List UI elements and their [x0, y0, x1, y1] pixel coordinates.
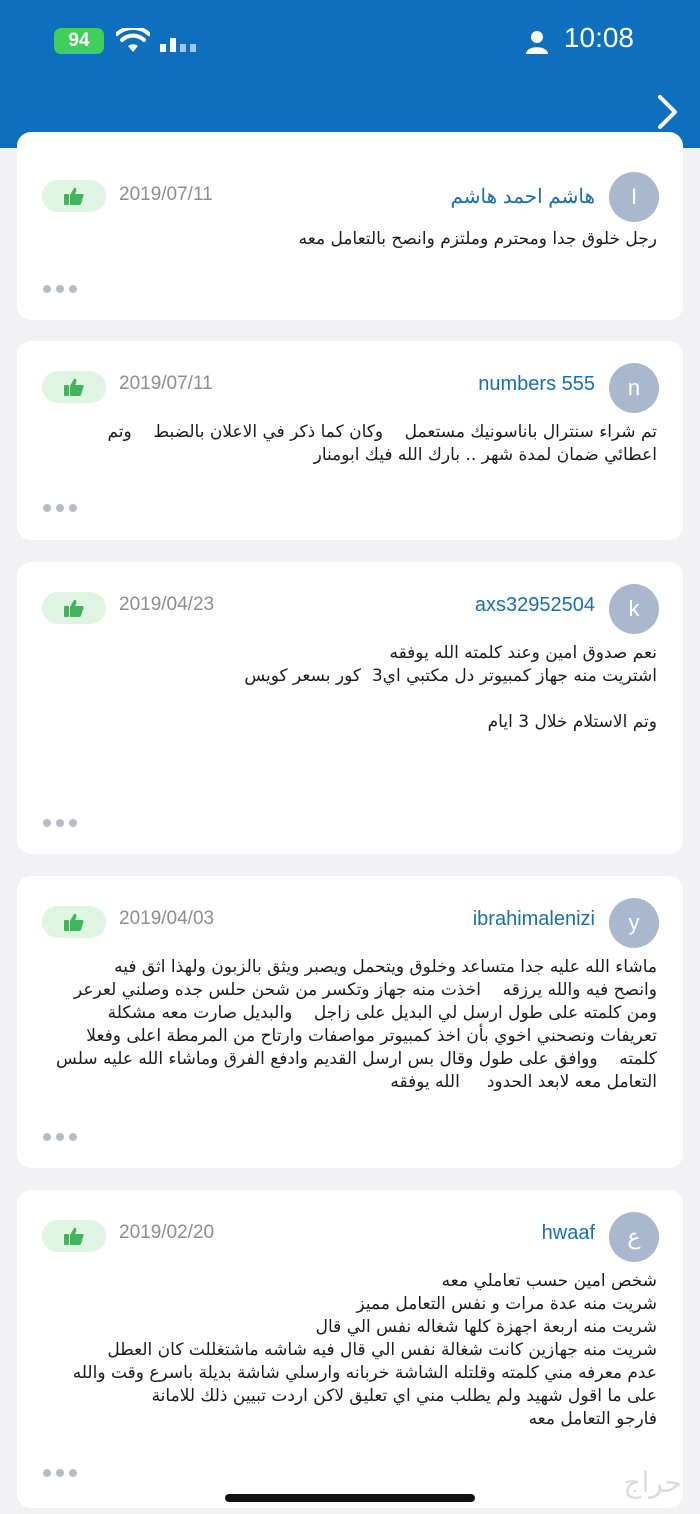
thumbs-up-icon: [63, 912, 85, 932]
avatar: y: [609, 898, 659, 948]
like-button[interactable]: [42, 906, 106, 938]
review-line: فارجو التعامل معه: [528, 1409, 657, 1429]
review-date: 2019/02/20: [119, 1222, 215, 1243]
battery-level: 94: [68, 30, 90, 51]
chevron-right-icon[interactable]: [656, 94, 680, 130]
review-line: [43, 688, 657, 711]
more-options-button[interactable]: [43, 1132, 83, 1142]
review-date: 2019/04/03: [119, 908, 215, 929]
review-date: 2019/07/11: [119, 184, 213, 205]
review-line: تم شراء سنترال باناسونيك مستعمل وكان كما ذكر في الاعلان بالضبط وتم: [107, 422, 657, 442]
review-text: [43, 956, 657, 1094]
review-line: شريت منه جهازين كانت شغالة نفس الي قال فيه شاشه ماشتغللت كان العطل: [107, 1340, 657, 1360]
review-line: اعطائي ضمان لمدة شهر .. بارك الله فيك ابومنار: [313, 445, 657, 465]
more-options-button[interactable]: [43, 1468, 83, 1478]
review-line: وتم الاستلام خلال 3 ايام: [487, 712, 657, 732]
more-options-button[interactable]: [43, 818, 83, 828]
username-link[interactable]: ibrahimalenizi: [472, 908, 595, 930]
review-text: [43, 642, 657, 734]
like-button[interactable]: [42, 180, 106, 212]
review-text: [43, 421, 657, 467]
avatar: I: [609, 172, 659, 222]
like-button[interactable]: [42, 1220, 106, 1252]
username-link[interactable]: numbers 555: [478, 373, 595, 395]
review-card: [17, 1190, 683, 1508]
watermark-logo: حراج: [623, 1466, 682, 1499]
review-line: شريت منه عدة مرات و نفس التعامل مميز: [356, 1294, 657, 1314]
app-header: [0, 0, 700, 148]
username-link[interactable]: hwaaf: [541, 1222, 595, 1244]
review-text: [43, 228, 657, 251]
avatar: k: [609, 584, 659, 634]
review-line: رجل خلوق جدا ومحترم وملتزم وانصح بالتعامل معه: [298, 229, 657, 249]
thumbs-up-icon: [63, 1226, 85, 1246]
username-link[interactable]: هاشم احمد هاشم: [450, 186, 595, 208]
review-text: [43, 1270, 657, 1431]
person-icon: [526, 30, 548, 54]
avatar: n: [609, 363, 659, 413]
review-date: 2019/07/11: [119, 373, 213, 394]
review-line: اشتريت منه جهاز كمبيوتر دل مكتبي اي3 كور بسعر كويس: [244, 666, 657, 686]
review-card: [17, 876, 683, 1168]
more-options-button[interactable]: [43, 284, 83, 294]
review-line: عدم معرفه مني كلمته وقلتله الشاشة خربانه وارسلي شاشة بديلة باسرع وقت والله: [72, 1363, 657, 1383]
avatar: ع: [609, 1212, 659, 1262]
more-options-button[interactable]: [43, 503, 83, 513]
review-date: 2019/04/23: [119, 594, 215, 615]
review-line: شخص امين حسب تعاملي معه: [441, 1271, 657, 1291]
review-card: [17, 132, 683, 320]
thumbs-up-icon: [63, 598, 85, 618]
review-card: [17, 341, 683, 540]
review-line: على ما اقول شهيد ولم يطلب مني اي تعليق لاكن اردت تبيين ذلك للامانة: [151, 1386, 657, 1406]
review-line: ماشاء الله عليه جدا متساعد وخلوق ويتحمل ويصبر ويثق بالزبون ولهذا اثق فيه: [114, 957, 657, 977]
review-line: تعريفات ونصحني اخوي بأن اخذ كمبيوتر مواصفات وارتاح من المرمطة اعلى وفعلا: [86, 1026, 657, 1046]
review-line: نعم صدوق امين وعند كلمته الله يوفقه: [389, 643, 657, 663]
like-button[interactable]: [42, 592, 106, 624]
thumbs-up-icon: [63, 377, 85, 397]
review-line: ومن كلمته على طول ارسل لي البديل على زاجل والبديل صارت معه مشكلة: [107, 1003, 657, 1023]
wifi-icon: [116, 28, 150, 54]
username-link[interactable]: axs32952504: [474, 594, 595, 616]
review-card: [17, 562, 683, 854]
status-time: 10:08: [563, 22, 634, 53]
review-line: كلمته ووافق على طول وقال بس ارسل القديم وادفع الفرق وماشاء الله عليه سلس: [56, 1049, 657, 1069]
thumbs-up-icon: [63, 186, 85, 206]
review-line: وانصح فيه والله يرزقه اخذت منه جهاز وتكسر من شحن حلس جده وصلني لعرعر: [74, 980, 657, 1000]
review-line: شريت منه اربعة اجهزة كلها شغاله نفس الي قال: [315, 1317, 657, 1337]
battery-indicator: [54, 28, 104, 54]
home-indicator: [225, 1494, 475, 1502]
like-button[interactable]: [42, 371, 106, 403]
signal-icon: [158, 30, 198, 54]
review-line: التعامل معه لابعد الحدود الله يوفقه: [390, 1072, 657, 1092]
